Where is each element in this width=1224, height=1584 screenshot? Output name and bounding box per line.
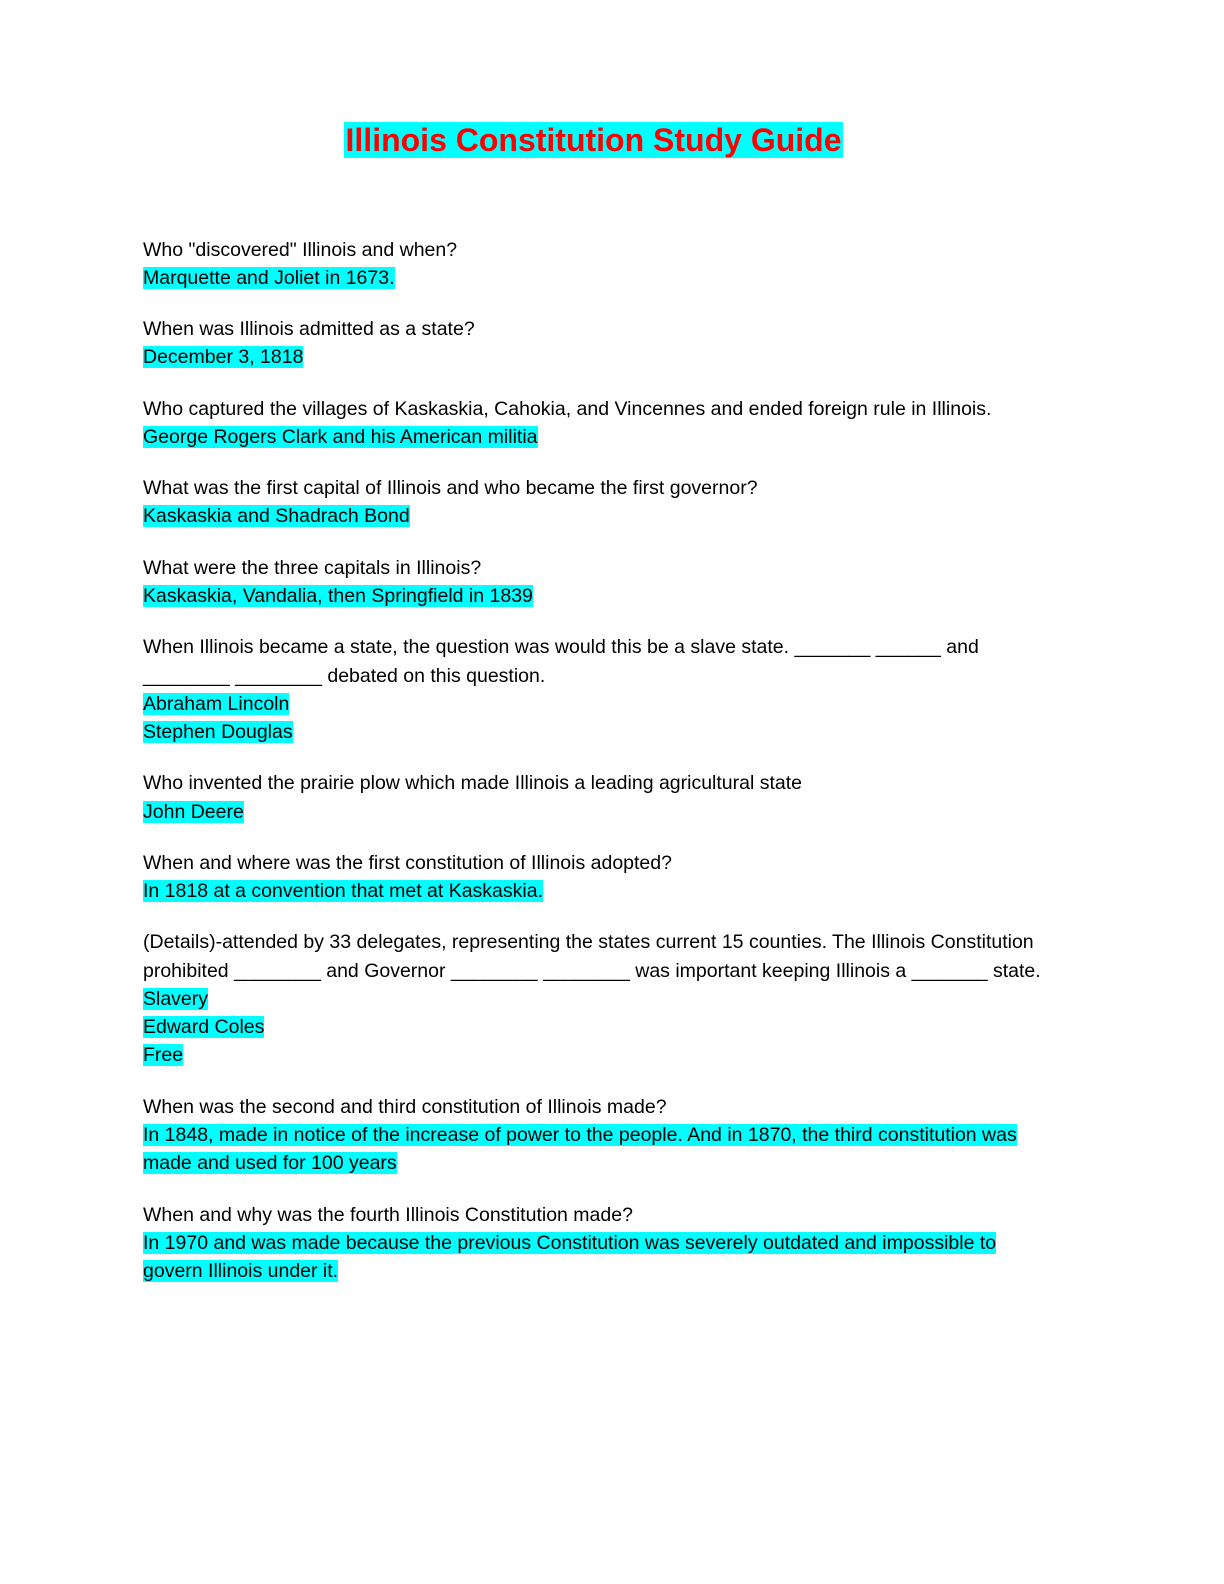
question-text: (Details)-attended by 33 delegates, representing the states current 15 counties. The Illinois Constitution prohibited ________ and Governor ________ ________ was important keeping Illinois a _______ state.	[143, 931, 1041, 982]
answer-text	[143, 582, 1044, 610]
answer-text	[143, 423, 1044, 451]
question-text: Who captured the villages of Kaskaskia, Cahokia, and Vincennes and ended foreign rule in Illinois.	[143, 397, 992, 420]
qa-item	[143, 395, 1044, 452]
answer-text	[143, 343, 1044, 371]
answer-line: Stephen Douglas	[143, 721, 293, 744]
answer-line: George Rogers Clark and his American militia	[143, 425, 538, 448]
question-text: When was the second and third constitution of Illinois made?	[143, 1095, 667, 1118]
answer-text	[143, 1229, 1044, 1286]
page-title	[143, 120, 1044, 162]
qa-item	[143, 315, 1044, 372]
question-text: When was Illinois admitted as a state?	[143, 318, 475, 341]
answer-line: Free	[143, 1044, 184, 1067]
answer-line: Edward Coles	[143, 1016, 265, 1039]
answer-text	[143, 985, 1044, 1070]
answer-line: Kaskaskia and Shadrach Bond	[143, 505, 410, 528]
answer-line: In 1818 at a convention that met at Kaskaskia.	[143, 880, 543, 903]
question-text: What were the three capitals in Illinois?	[143, 556, 482, 579]
qa-item	[143, 474, 1044, 531]
qa-item	[143, 633, 1044, 746]
answer-text	[143, 1121, 1044, 1178]
answer-line: In 1970 and was made because the previous Constitution was severely outdated and impossible to govern Illinois under it.	[143, 1231, 997, 1283]
question-text: When and where was the first constitution of Illinois adopted?	[143, 851, 672, 874]
qa-item	[143, 928, 1044, 1069]
qa-item	[143, 769, 1044, 826]
question-text: Who "discovered" Illinois and when?	[143, 238, 458, 261]
question-text: When and why was the fourth Illinois Constitution made?	[143, 1203, 633, 1226]
answer-text	[143, 877, 1044, 905]
answer-text	[143, 690, 1044, 747]
study-guide-body	[143, 236, 1044, 1286]
qa-item	[143, 1201, 1044, 1286]
answer-line: In 1848, made in notice of the increase of power to the people. And in 1870, the third constitution was made and used for 100 years	[143, 1123, 1017, 1175]
answer-text	[143, 798, 1044, 826]
answer-line: December 3, 1818	[143, 346, 304, 369]
answer-line: Slavery	[143, 987, 209, 1010]
question-text: What was the first capital of Illinois and who became the first governor?	[143, 477, 758, 500]
qa-item	[143, 1093, 1044, 1178]
answer-text	[143, 502, 1044, 530]
qa-item	[143, 554, 1044, 611]
answer-line: John Deere	[143, 800, 244, 823]
question-text: Who invented the prairie plow which made Illinois a leading agricultural state	[143, 772, 803, 795]
answer-line: Kaskaskia, Vandalia, then Springfield in 1839	[143, 584, 533, 607]
answer-line: Marquette and Joliet in 1673.	[143, 266, 395, 289]
answer-line: Abraham Lincoln	[143, 692, 290, 715]
answer-text	[143, 264, 1044, 292]
question-text: When Illinois became a state, the question was would this be a slave state. _______ ______ and ________ ________ debated on this question.	[143, 636, 979, 687]
page-title-text: Illinois Constitution Study Guide	[345, 122, 842, 158]
qa-item	[143, 849, 1044, 906]
qa-item	[143, 236, 1044, 293]
